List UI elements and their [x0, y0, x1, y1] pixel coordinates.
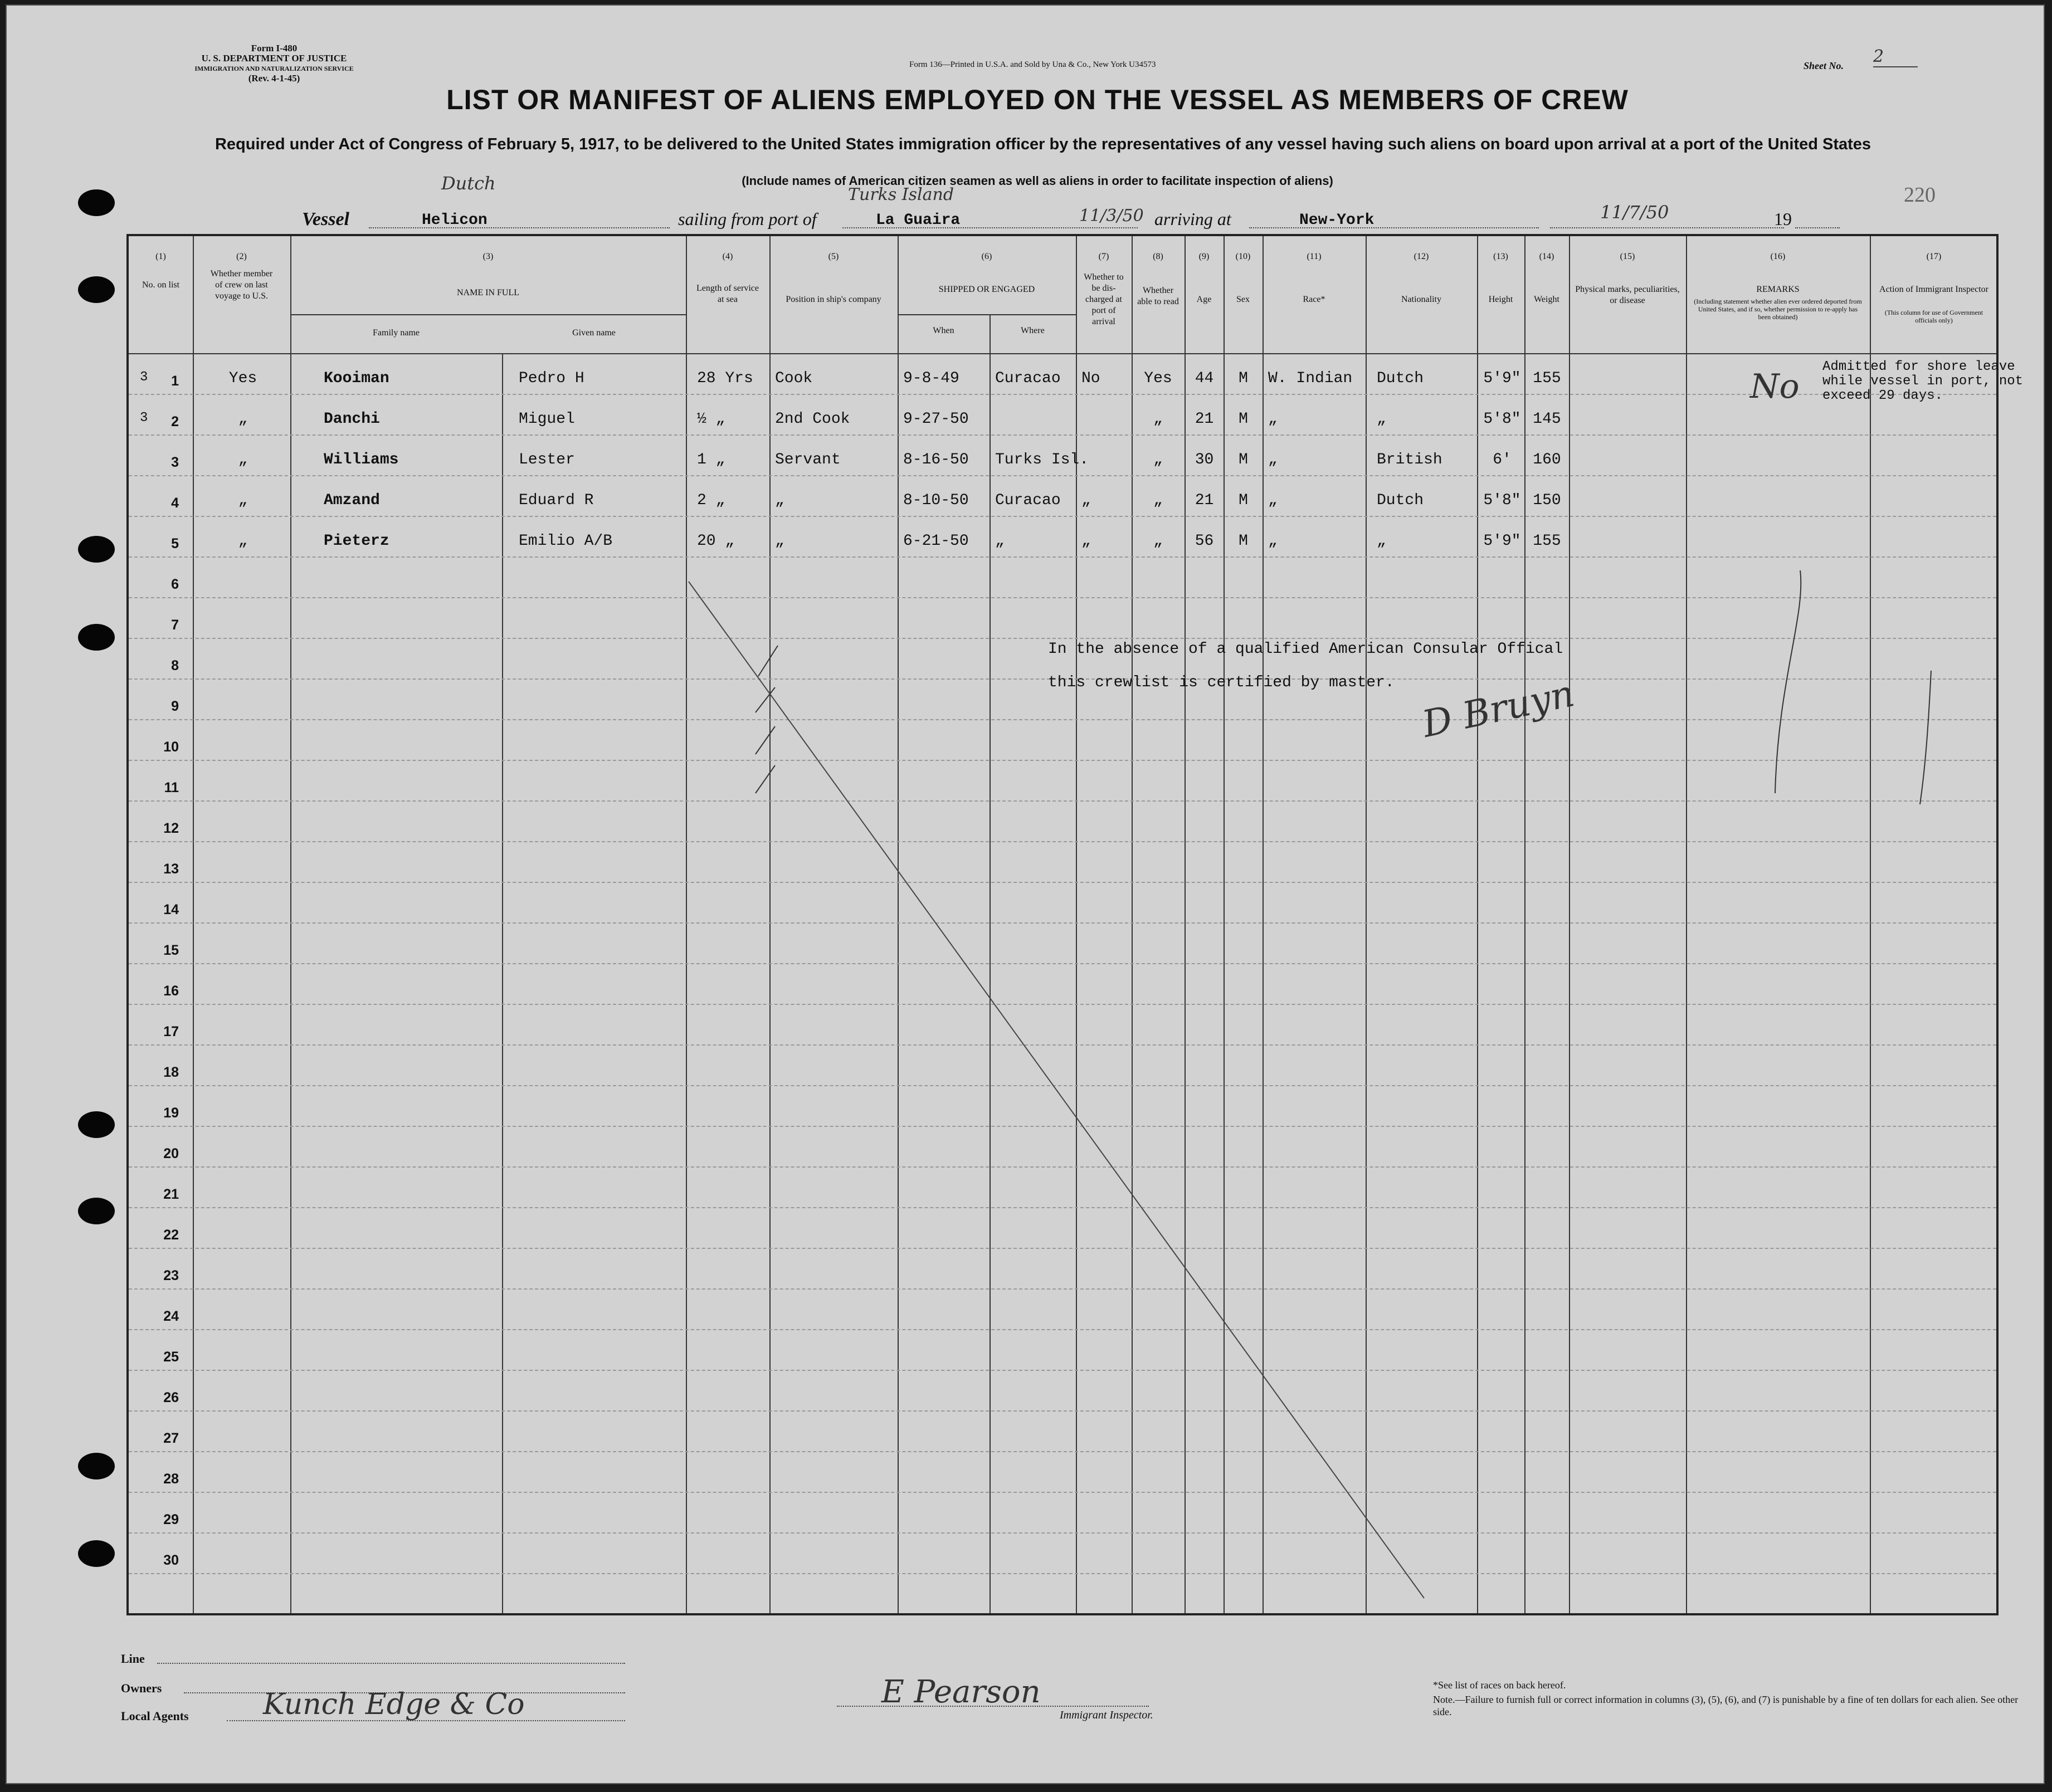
col-num-12: (12): [1414, 252, 1429, 261]
col-head-no: No. on list: [142, 280, 180, 290]
punch-hole: [78, 189, 115, 216]
cell-last-voyage: „: [238, 451, 248, 468]
cell-race: W. Indian: [1268, 370, 1353, 387]
cell-nationality: „: [1377, 533, 1386, 550]
cell-when: 8-16-50: [903, 451, 969, 468]
col-head-family-name: Family name: [373, 328, 420, 338]
col-num-1: (1): [155, 252, 166, 261]
col-head-read: Whether able to read: [1137, 286, 1179, 306]
row-number: 27: [163, 1430, 179, 1446]
sailing-date: 11/3/50: [1079, 206, 1144, 226]
cell-last-voyage: „: [238, 533, 248, 550]
col-head-race: Race*: [1303, 295, 1325, 304]
cell-weight: 150: [1533, 492, 1561, 509]
form-identifier: [129, 43, 419, 84]
cell-read: „: [1153, 451, 1163, 468]
cell-race: „: [1268, 411, 1278, 428]
cell-nationality: „: [1377, 411, 1386, 428]
cell-position: „: [775, 533, 784, 550]
col-num-15: (15): [1620, 252, 1635, 261]
vessel-note: Dutch: [441, 173, 496, 194]
row-number: 16: [163, 983, 179, 999]
cell-sex: M: [1239, 492, 1248, 509]
col-num-7: (7): [1098, 252, 1109, 261]
cell-nationality: British: [1377, 451, 1442, 468]
col-head-action: Action of Immigrant Inspector: [1879, 285, 1988, 294]
row-number: 25: [163, 1349, 179, 1365]
inspector-label: Immigrant Inspector.: [1060, 1709, 1153, 1721]
punch-hole: [78, 1198, 115, 1224]
cell-family: Kooiman: [324, 370, 389, 387]
penalty-note: Note.—Failure to furnish full or correct information in columns (3), (5), (6), and (7) is punishable by a fine of ten dollars for each alien. See other side.: [1433, 1694, 2019, 1717]
vessel-line: [369, 227, 670, 228]
cell-given: Pedro H: [519, 370, 584, 387]
col-head-position: Position in ship's company: [786, 295, 881, 304]
row-number: 7: [171, 617, 179, 633]
cell-service: 2 „: [697, 492, 725, 509]
cell-weight: 155: [1533, 370, 1561, 387]
cell-position: Servant: [775, 451, 841, 468]
cell-weight: 155: [1533, 533, 1561, 550]
certification-line-1: In the absence of a qualified American Consular Offical: [1048, 641, 1563, 658]
cell-read: „: [1153, 533, 1163, 550]
cell-sex: M: [1239, 411, 1248, 428]
cell-family: Pieterz: [324, 533, 389, 550]
cell-service: ½ „: [697, 411, 725, 428]
row-number: 21: [163, 1186, 179, 1202]
cell-nationality: Dutch: [1377, 492, 1424, 509]
row-number: 20: [163, 1146, 179, 1161]
vessel-name: Helicon: [422, 212, 488, 229]
cell-where: Turks Isl.: [995, 451, 1089, 468]
col-num-13: (13): [1493, 252, 1508, 261]
col-head-physical: Physical marks, peculiarities, or disease: [1575, 285, 1680, 305]
col-num-14: (14): [1539, 252, 1554, 261]
printer-line: Form 136—Printed in U.S.A. and Sold by Una & Co., New York U34573: [909, 60, 1156, 69]
col-head-height: Height: [1488, 295, 1513, 304]
row-number: 22: [163, 1227, 179, 1243]
punch-hole: [78, 1111, 115, 1138]
agency-name: U. S. DEPARTMENT OF JUSTICE: [201, 53, 347, 64]
sailing-port: La Guaira: [876, 212, 961, 229]
cell-height: 5'9": [1483, 533, 1521, 550]
manifest-sheet: [6, 4, 2045, 1784]
cell-race: „: [1268, 492, 1278, 509]
cell-race: „: [1268, 533, 1278, 550]
row-number: 6: [171, 577, 179, 592]
punch-hole: [78, 1540, 115, 1567]
punch-hole: [78, 536, 115, 563]
cell-family: Williams: [324, 451, 399, 468]
agents-label: Local Agents: [121, 1709, 189, 1723]
cell-age: 30: [1195, 451, 1214, 468]
row-number: 2: [171, 414, 179, 429]
col-num-17: (17): [1926, 252, 1942, 261]
cell-when: 6-21-50: [903, 533, 969, 550]
row-number: 13: [163, 861, 179, 877]
col-head-given-name: Given name: [572, 328, 616, 338]
sheet-number: 2: [1873, 47, 1918, 67]
row-number: 12: [163, 821, 179, 836]
cell-height: 5'9": [1483, 370, 1521, 387]
row-number: 8: [171, 658, 179, 673]
cell-nationality: Dutch: [1377, 370, 1424, 387]
cell-age: 44: [1195, 370, 1214, 387]
col-num-4: (4): [722, 252, 733, 261]
arrival-date: 11/7/50: [1600, 202, 1669, 223]
cell-service: 28 Yrs: [697, 370, 753, 387]
remarks-stamp-line-2: while vessel in port, not: [1822, 374, 2024, 389]
master-signature: D Bruyn: [1419, 672, 1578, 746]
col-head-name: NAME IN FULL: [457, 288, 519, 297]
cell-weight: 160: [1533, 451, 1561, 468]
col-head-nationality: Nationality: [1401, 295, 1441, 304]
cell-where: „: [995, 533, 1005, 550]
row-number: 18: [163, 1065, 179, 1080]
agents-value: Kunch Edge & Co: [263, 1688, 525, 1721]
col-num-8: (8): [1153, 252, 1163, 261]
page-subtitle: Required under Act of Congress of February 5, 1917, to be delivered to the United States immigration officer by the representatives of any vessel having such aliens on board upon arrival at a port of the United States: [215, 135, 1871, 153]
page-subnote: (Include names of American citizen seamen as well as aliens in order to facilitate inspection of aliens): [742, 174, 1333, 188]
cell-given: Emilio A/B: [519, 533, 613, 550]
row-number: 30: [163, 1552, 179, 1568]
col-num-3: (3): [482, 252, 494, 261]
cell-position: Cook: [775, 370, 813, 387]
cell-last-voyage: „: [238, 492, 248, 509]
sailing-label: sailing from port of: [678, 209, 817, 229]
owners-label: Owners: [121, 1681, 162, 1695]
cell-sex: M: [1239, 370, 1248, 387]
row-number: 4: [171, 495, 179, 511]
cell-read: „: [1153, 492, 1163, 509]
cell-last-voyage: „: [238, 411, 248, 428]
arrival-date-line: [1550, 227, 1784, 228]
row-number: 26: [163, 1390, 179, 1405]
cell-age: 56: [1195, 533, 1214, 550]
col-head-weight: Weight: [1534, 295, 1559, 304]
cell-height: 5'8": [1483, 492, 1521, 509]
cell-given: Eduard R: [519, 492, 594, 509]
punch-hole: [78, 1453, 115, 1480]
cell-service: 20 „: [697, 533, 735, 550]
col-num-9: (9): [1198, 252, 1210, 261]
sailing-port-note: Turks Island: [848, 185, 954, 204]
cell-read: „: [1153, 411, 1163, 428]
cell-given: Lester: [519, 451, 575, 468]
sheet-label: Sheet No.: [1804, 60, 1844, 71]
cell-discharged: „: [1081, 492, 1091, 509]
row-number: 1: [171, 373, 179, 389]
col-num-16: (16): [1770, 252, 1786, 261]
remarks-stamp-line-1: Admitted for shore leave: [1822, 359, 2015, 374]
col-head-remarks-note: (Including statement whether alien ever ordered deported from United States, and if so, whether permission to re-apply has been obtained): [1694, 297, 1862, 321]
row-number: 29: [163, 1512, 179, 1527]
cell-family: Amzand: [324, 492, 380, 509]
cell-race: „: [1268, 451, 1278, 468]
arriving-label: arriving at: [1154, 209, 1231, 229]
year-label: 19: [1774, 209, 1792, 229]
col-num-10: (10): [1235, 252, 1251, 261]
row-number: 3: [171, 455, 179, 470]
punch-hole: [78, 276, 115, 303]
crew-table: [126, 234, 2024, 1615]
form-number: Form I-480: [251, 43, 298, 53]
row-number: 19: [163, 1105, 179, 1121]
col-head-where: Where: [1021, 326, 1045, 335]
row-number: 15: [163, 943, 179, 958]
col-head-last-voyage: Whether member of crew on last voyage to U.S.: [210, 269, 273, 301]
cell-discharged: No: [1081, 370, 1100, 387]
cell-sex: M: [1239, 451, 1248, 468]
cell-family: Danchi: [324, 411, 380, 428]
row-number: 28: [163, 1471, 179, 1487]
cell-sex: M: [1239, 533, 1248, 550]
col-num-2: (2): [236, 252, 247, 261]
inspector-signature: E Pearson: [881, 1674, 1041, 1710]
col-num-6: (6): [981, 252, 992, 261]
row-number: 23: [163, 1268, 179, 1283]
cell-where: Curacao: [995, 370, 1061, 387]
row-number: 17: [163, 1024, 179, 1039]
row-number: 5: [171, 536, 179, 551]
remarks-handwriting: No: [1750, 367, 1800, 406]
col-head-service: Length of service at sea: [696, 284, 759, 304]
cell-last-voyage: Yes: [228, 370, 257, 387]
races-note: *See list of races on back hereof.: [1433, 1679, 1566, 1691]
arrival-port: New-York: [1299, 212, 1375, 229]
col-num-5: (5): [828, 252, 839, 261]
cell-read: Yes: [1144, 370, 1172, 387]
page-stamp: 220: [1904, 183, 1936, 207]
page-title: LIST OR MANIFEST OF ALIENS EMPLOYED ON THE VESSEL AS MEMBERS OF CREW: [446, 84, 1629, 115]
certification-line-2: this crewlist is certified by master.: [1048, 674, 1395, 691]
col-head-sex: Sex: [1236, 295, 1250, 304]
line-field: [157, 1663, 625, 1664]
row-number: 24: [163, 1308, 179, 1324]
cell-age: 21: [1195, 411, 1214, 428]
cell-when: 8-10-50: [903, 492, 969, 509]
cell-age: 21: [1195, 492, 1214, 509]
remarks-stamp-line-3: exceed 29 days.: [1822, 388, 1943, 403]
row-margin-mark: 3: [140, 411, 148, 426]
punch-hole: [78, 624, 115, 651]
cell-when: 9-8-49: [903, 370, 959, 387]
cell-given: Miguel: [519, 411, 575, 428]
col-head-discharged: Whether to be dis-charged at port of arrival: [1084, 272, 1124, 326]
remarks-stamp: [1822, 359, 2024, 403]
arriving-line: [1249, 227, 1539, 228]
col-head-shipped: SHIPPED OR ENGAGED: [938, 285, 1035, 294]
line-label: Line: [121, 1652, 145, 1666]
row-number: 11: [164, 780, 179, 795]
col-num-11: (11): [1307, 252, 1322, 261]
strike-line: [129, 236, 1996, 1613]
cell-weight: 145: [1533, 411, 1561, 428]
vessel-label: Vessel: [302, 209, 349, 230]
cell-service: 1 „: [697, 451, 725, 468]
col-head-when: When: [933, 326, 954, 335]
col-head-action-note: (This column for use of Government officials only): [1884, 309, 1983, 324]
cell-position: „: [775, 492, 784, 509]
cell-discharged: „: [1081, 533, 1091, 550]
cell-when: 9-27-50: [903, 411, 969, 428]
row-number: 10: [163, 739, 179, 755]
row-number: 14: [163, 902, 179, 917]
row-margin-mark: 3: [140, 370, 148, 385]
form-revision: (Rev. 4-1-45): [248, 73, 300, 84]
cell-position: 2nd Cook: [775, 411, 850, 428]
cell-height: 5'8": [1483, 411, 1521, 428]
col-head-remarks: REMARKS: [1756, 285, 1800, 294]
cell-where: Curacao: [995, 492, 1061, 509]
cell-height: 6': [1493, 451, 1512, 468]
row-number: 9: [171, 699, 179, 714]
service-name: IMMIGRATION AND NATURALIZATION SERVICE: [194, 65, 354, 72]
col-head-age: Age: [1196, 295, 1212, 304]
year-line: [1795, 227, 1840, 228]
